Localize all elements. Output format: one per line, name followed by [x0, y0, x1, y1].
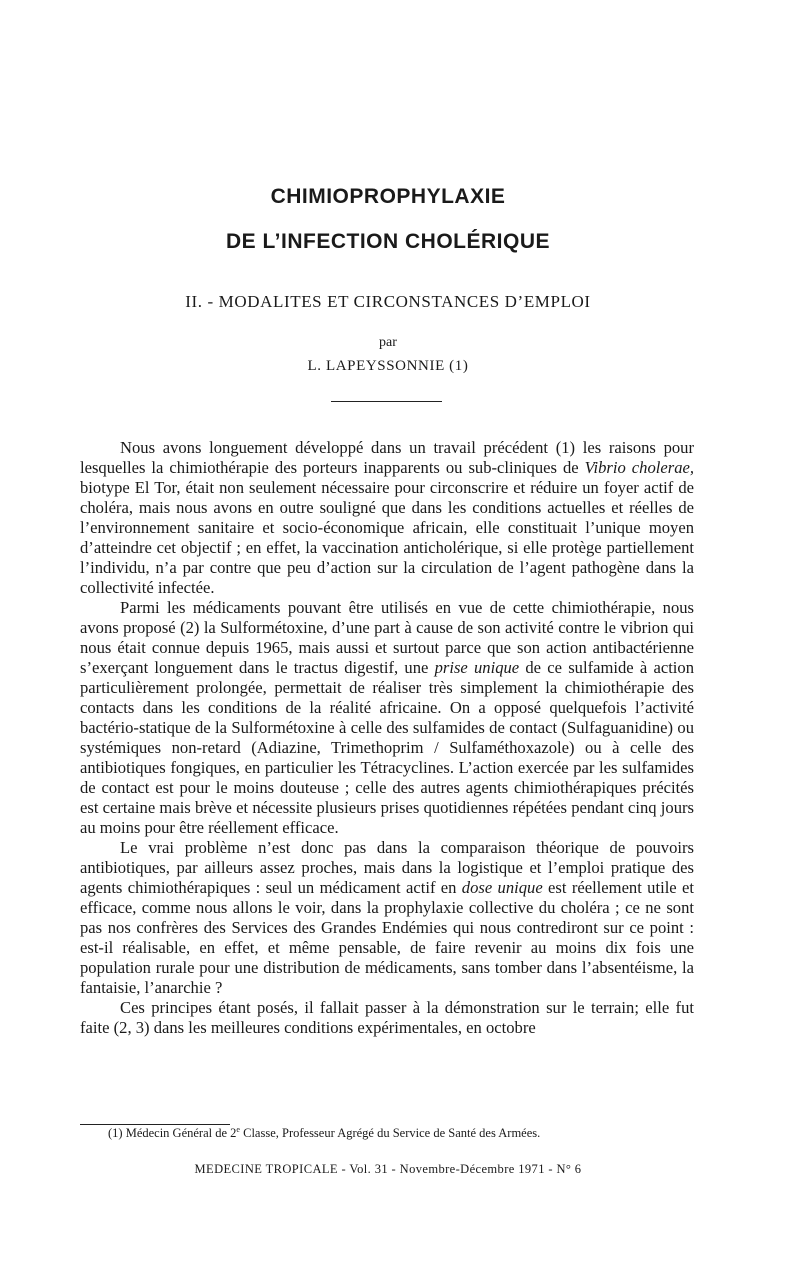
paragraph-1-text-b: biotype El Tor, était non seulement nécessaire pour circonscrire et réduire un foyer actif de choléra, mais nous avons en outre souligné que dans les conditions actuelles et réelles de l’environnement sanitaire et socio-économique africain, elle constituait l’unique moyen d’atteindre cet objectif ; en effet, la vaccination anticholérique, si elle protège partiellement l’individu, n’a par contre que peu d’action sur la circulation de l’agent pathogène dans la collectivité infectée. [80, 478, 694, 597]
title-divider [331, 401, 442, 402]
article-subtitle: II. - MODALITES ET CIRCONSTANCES D’EMPLOI [185, 292, 591, 311]
paragraph-3-text-a: Le vrai problème n’est donc pas dans la comparaison théorique de pouvoirs antibiotiques, par ailleurs assez proches, mais dans la logistique et l’emploi pratique des agents chimiothérapiques : seul un médicament actif en [80, 838, 694, 897]
article-body [80, 438, 694, 1038]
paragraph-1-species-name: Vibrio cholerae, [584, 458, 694, 477]
footnote-superscript: e [236, 1125, 240, 1134]
byline-par: par [379, 335, 397, 350]
paragraph-4: Ces principes étant posés, il fallait passer à la démonstration sur le terrain; elle fut faite (2, 3) dans les meilleures conditions expérimentales, en octobre [80, 998, 694, 1037]
paragraph-2-text-a: Parmi les médicaments pouvant être utilisés en vue de cette chimiothérapie, nous avons proposé (2) la Sulformétoxine, d’une part à cause de son activité contre le vibrion qui nous était connue depuis 1965, mais aussi et surtout parce que son action antibactérienne s’exerçant longuement dans le tractus digestif, une [80, 598, 694, 677]
article-title-line-2: DE L’INFECTION CHOLÉRIQUE [225, 230, 550, 253]
paragraph-1-text-a: Nous avons longuement développé dans un travail précédent (1) les raisons pour lesquelles la chimiothérapie des porteurs inapparents ou sub-cliniques de [80, 438, 694, 477]
paragraph-3-emphasis: dose unique [461, 878, 543, 897]
footnote-text-a: (1) Médecin Général de 2 [108, 1126, 237, 1141]
journal-footer: MEDECINE TROPICALE - Vol. 31 - Novembre-Décembre 1971 - N° 6 [194, 1162, 582, 1176]
paragraph-3-text-b: est réellement utile et efficace, comme nous allons le voir, dans la prophylaxie collective du choléra ; ce ne sont pas nos confrères des Services des Grandes Endémies qui nous contrediront sur ce point : est-il réalisable, en effet, et même pensable, de faire revenir au moins dix fois une population rurale pour une distribution de médicaments, sans tomber dans l’absentéisme, la fantaisie, l’anarchie ? [80, 878, 694, 997]
article-title-line-1: CHIMIOPROPHYLAXIE [270, 185, 506, 208]
author-name: L. LAPEYSSONNIE (1) [307, 358, 469, 374]
footnote-text-b: Classe, Professeur Agrégé du Service de Santé des Armées. [239, 1126, 541, 1141]
paragraph-2-text-b: de ce sulfamide à action particulièrement prolongée, permettait de réaliser très simplement la chimiothérapie des contacts dans les conditions de la réalité africaine. On a opposé quelquefois l’activité bactério-statique de la Sulformétoxine à celle des sulfamides de contact (Sulfaguanidine) ou systémiques non-retard (Adiazine, Trimethoprim / Sulfaméthoxazole) ou à celle des antibiotiques fongiques, en particulier les Tétracyclines. L’action exercée par les sulfamides de contact est pour le moins douteuse ; celle des autres agents chimiothérapiques précités est certaine mais brève et nécessite plusieurs prises quotidiennes répétées pendant cinq jours au moins pour être réellement efficace. [80, 658, 695, 837]
footnote [108, 1125, 708, 1141]
paragraph-2-emphasis: prise unique [434, 658, 520, 677]
paragraph-1 [80, 438, 694, 598]
paragraph-2 [80, 598, 694, 838]
paragraph-3 [80, 838, 694, 998]
